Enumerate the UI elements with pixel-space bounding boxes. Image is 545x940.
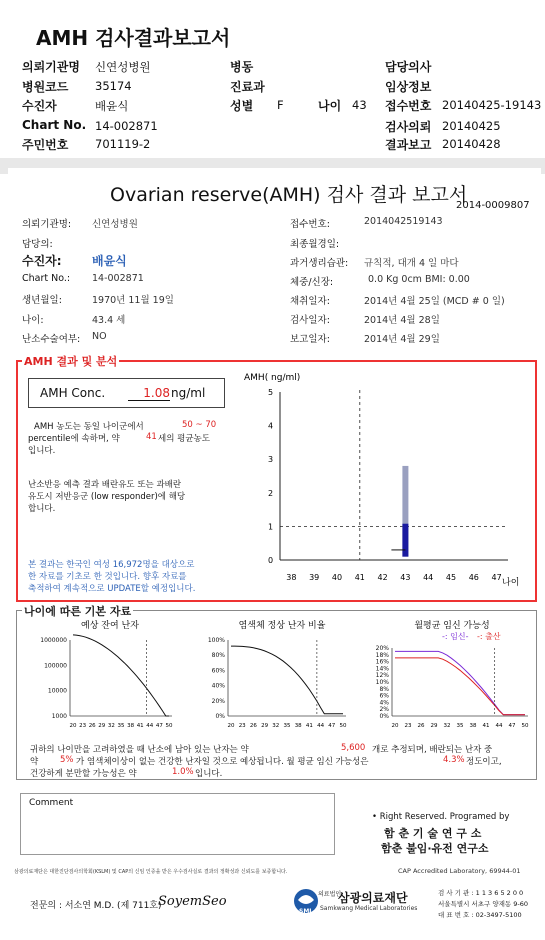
x-tick-label: 35 [117,723,125,729]
chart-title: 월평균 임신 가능성 [414,621,490,631]
x-tick-label: 32 [272,723,280,729]
y-tick-label: 1000 [51,713,67,720]
info-value: 규칙적, 대개 4 일 마다 [364,258,459,269]
age-label: 나이 [318,99,342,113]
x-tick-label: 50 [165,723,173,729]
info-value: 1970년 11월 19일 [92,295,174,306]
x-tick-label: 50 [521,723,529,729]
interpretation-text: AMH 농도는 동일 나이군에서 [34,422,144,432]
interpretation-text: 입니다. [28,446,56,456]
percentile-range: 50 ~ 70 [182,420,217,430]
info-value: 43.4 세 [92,315,126,326]
y-tick-label: 0% [215,713,225,720]
x-tick-label: 46 [468,573,479,582]
request-date-value: 20140425 [442,119,501,133]
signature: SoyemSeo [158,894,227,909]
y-tick-label: 0 [268,556,274,565]
x-tick-label: 20 [391,723,399,729]
clinical-info-label: 임상정보 [385,80,432,94]
info-label: 보고일자: [290,334,330,345]
mini-plot [376,645,529,729]
request-date-label: 검사의뢰 [385,120,432,134]
patient-value: 배윤식 [95,99,129,113]
pregnancy-chance-chart [360,618,532,736]
amh-conc-label: AMH Conc. [40,386,106,400]
x-tick-label: 44 [146,723,154,729]
chart-frame [238,364,534,596]
x-tick-label: 20 [227,723,235,729]
y-tick-label: 1 [268,522,274,532]
x-tick-label: 20 [69,723,77,729]
y-tick-label: 80% [211,652,225,660]
summary-text: 개로 추정되며, 배란되는 난자 중 [372,745,493,755]
cap-text: CAP Accredited Laboratory, 69944-01 [398,867,521,875]
normal-egg-ratio-chart [200,618,350,736]
y-tick-label: 5 [268,388,274,397]
y-tick-label: 10% [375,679,389,686]
birth-chance-value: 1.0% [172,767,194,777]
report-date-label: 결과보고 [385,138,432,152]
resident-no-label: 주민번호 [22,138,69,152]
x-tick-label: 43 [400,573,411,582]
logo-english: Samkwang Medical Laboratories [320,905,418,912]
certification-text: 삼광의료재단은 대한진단검사의학회(KSLM) 및 CAP의 신임 인증을 받은 우수검사실로 결과의 정확성과 신뢰도를 보증합니다. [14,869,288,875]
age-section-label: 나이에 따른 기본 자료 [24,605,132,618]
x-tick-label: 29 [98,723,106,729]
y-tick-label: 100000 [44,662,67,670]
data-note: 한 자료를 기초로 한 것입니다. 향후 자료를 [28,572,187,582]
info-label: 수진자: [22,254,62,268]
contact-line: 대 표 번 호 : 02-3497-5100 [438,911,522,919]
chart-ylabel: AMH( ng/ml) [244,373,301,383]
response-text: 유도시 저반응군 (low responder)에 해당 [28,492,186,502]
x-tick-label: 44 [423,573,434,582]
x-tick-label: 38 [294,723,302,729]
x-tick-label: 42 [377,573,388,582]
institute-name-2: 함춘 불임·유전 연구소 [381,842,489,855]
x-tick-label: 32 [107,723,115,729]
x-tick-label: 26 [417,723,425,729]
info-value: 2014년 4월 28일 [364,315,440,326]
hospital-code-label: 병원코드 [22,80,69,94]
x-tick-label: 47 [155,723,163,729]
info-value: NO [92,331,107,342]
remaining-eggs-chart [30,618,176,736]
institute-name: 함 춘 기 술 연 구 소 [384,827,482,840]
info-label: 검사일자: [290,315,330,326]
summary-text: 약 [30,757,39,767]
hospital-value: 신연성병원 [95,60,151,74]
x-tick-label: 44 [495,723,503,729]
interpretation-text: percentile에 속하며, 약 [28,434,120,444]
contact-line: 서울특별시 서초구 양재동 9-60 [438,900,529,908]
ward-label: 병동 [230,60,254,74]
y-tick-label: 0% [379,713,389,720]
curve-pregnancy [395,651,525,714]
x-tick-label: 23 [79,723,87,729]
patient-label: 수진자 [22,99,57,113]
curve-normal-ratio [231,646,343,714]
chart-title: 예상 잔여 난자 [81,621,139,631]
receipt-no-label: 접수번호 [385,99,432,113]
department-label: 진료과 [230,80,265,94]
pregnancy-value: 4.3% [443,755,465,765]
y-tick-label: 6% [379,692,389,700]
page-title: AMH 검사결과보고서 [36,26,231,50]
sex-value: F [277,98,284,112]
info-label: 생년월일: [22,295,62,306]
y-tick-label: 4 [268,421,274,431]
chart-title: 염색체 정상 난자 비율 [238,621,326,631]
x-tick-label: 47 [508,723,516,729]
legend-pregnancy: -: 임신- [442,632,469,641]
legend-birth: -: 출산 [477,632,501,641]
summary-text: 건강하게 분만할 가능성은 약 [30,769,137,779]
y-tick-label: 2 [268,488,274,498]
info-label: 나이: [22,315,44,326]
x-tick-label: 50 [339,723,347,729]
summary-text: 입니다. [195,769,223,779]
comment-label: Comment [29,798,74,808]
y-tick-label: 2% [379,706,389,714]
summary-text: 귀하의 나이만을 고려하였을 때 난소에 남아 있는 난자는 약 [30,745,249,755]
x-tick-label: 38 [469,723,477,729]
comment-box [20,793,335,855]
info-label: 최종월경일: [290,239,340,250]
amh-section-label: AMH 결과 및 분석 [24,355,118,368]
result-bar [402,524,408,557]
mini-plot [40,635,173,729]
x-tick-label: 32 [443,723,451,729]
report-title: Ovarian reserve(AMH) 검사 결과 보고서 [110,184,468,206]
y-tick-label: 3 [268,455,274,465]
x-tick-label: 41 [305,723,313,729]
x-tick-label: 29 [430,723,438,729]
y-tick-label: 1000000 [40,637,67,644]
logo-small-text: 의료법인 [318,891,342,898]
y-tick-label: 60% [211,667,225,675]
y-tick-label: 20% [211,697,225,705]
x-tick-label: 41 [482,723,490,729]
x-tick-label: 35 [456,723,464,729]
chart-xlabel: 나이 [502,578,520,588]
info-value: 2014042519143 [364,216,443,227]
svg-text:SML: SML [299,908,314,915]
age-value: 43 [352,98,367,112]
info-value: 2014년 4월 29일 [364,334,440,345]
data-note: 축적하여 계속적으로 UPDATE할 예정입니다. [28,584,196,594]
x-tick-label: 23 [238,723,246,729]
amh-conc-value: 1.08 [128,386,170,401]
summary-text: 가 염색체이상이 없는 건강한 난자일 것으로 예상됩니다. 월 평균 임신 가능성은 [76,757,369,767]
curve-remaining-eggs [73,635,169,716]
info-label: 체중/신장: [290,277,334,288]
chart-no-value: 14-002871 [95,119,158,133]
hospital-code-value: 35174 [95,79,132,93]
y-tick-label: 18% [375,651,389,659]
y-tick-label: 14% [375,665,389,673]
x-tick-label: 41 [354,573,365,582]
info-label: Chart No.: [22,273,71,284]
response-text: 합니다. [28,504,56,514]
x-tick-label: 47 [328,723,336,729]
report-id: 2014-0009807 [456,200,530,211]
doctor-name: 전문의 : 서소연 M.D. (제 711호) [30,901,162,911]
curve-birth [395,658,525,715]
y-tick-label: 4% [379,699,389,707]
mini-plot [208,637,347,729]
info-label: 난소수술여부: [22,334,81,345]
x-tick-label: 38 [286,573,297,582]
x-tick-label: 45 [445,573,457,582]
x-tick-label: 23 [404,723,412,729]
y-tick-label: 12% [375,672,389,680]
data-note: 본 결과는 한국인 여성 16,972명을 대상으로 [28,560,195,570]
y-tick-label: 40% [211,682,225,690]
response-text: 난소반응 예측 결과 배란유도 또는 과배란 [28,480,182,490]
summary-text: 정도이고, [466,757,502,767]
x-tick-label: 26 [249,723,257,729]
info-label: 채취일자: [290,296,330,307]
x-tick-label: 44 [317,723,325,729]
x-tick-label: 26 [88,723,96,729]
chart-no-label: Chart No. [22,118,87,132]
rights-text: • Right Reserved. Programed by [372,812,510,822]
info-value: 0.0 Kg 0cm BMI: 0.00 [368,274,470,285]
normal-ratio-value: 5% [60,755,74,765]
logo-name: 삼광의료재단 [338,891,408,905]
info-label: 담당의: [22,239,53,250]
info-label: 의뢰기관명: [22,219,72,230]
info-value: 신연성병원 [92,219,138,230]
doctor-label: 담당의사 [385,60,432,74]
y-tick-label: 10000 [47,687,67,695]
info-value: 2014년 4월 25일 (MCD # 0 일) [364,296,505,307]
x-tick-label: 47 [491,573,502,582]
resident-no-value: 701119-2 [95,137,151,151]
amh-age-chart [238,364,534,596]
contact-line: 검 사 기 관 : 1 1 3 6 5 2 0 0 [438,889,524,897]
y-tick-label: 100% [207,637,225,644]
remaining-eggs-value: 5,600 [341,743,366,753]
y-tick-label: 8% [379,685,389,693]
x-tick-label: 40 [331,573,343,582]
y-tick-label: 20% [375,645,389,652]
amh-conc-unit: ng/ml [171,386,206,400]
x-tick-label: 35 [283,723,291,729]
patient-name-value: 배윤식 [92,254,127,268]
info-label: 과거생리습관: [290,258,349,269]
hospital-label: 의뢰기관명 [22,60,80,74]
info-label: 접수번호: [290,219,330,230]
x-tick-label: 38 [127,723,135,729]
y-tick-label: 16% [375,658,389,666]
interpretation-text: 세의 평균농도 [158,434,210,444]
x-tick-label: 41 [136,723,144,729]
x-tick-label: 39 [309,573,320,582]
x-tick-label: 29 [261,723,269,729]
equivalent-age: 41 [146,432,157,442]
receipt-no-value: 20140425-19143 [442,98,542,112]
sex-label: 성별 [230,99,254,113]
report-date-value: 20140428 [442,137,501,151]
info-value: 14-002871 [92,273,144,284]
